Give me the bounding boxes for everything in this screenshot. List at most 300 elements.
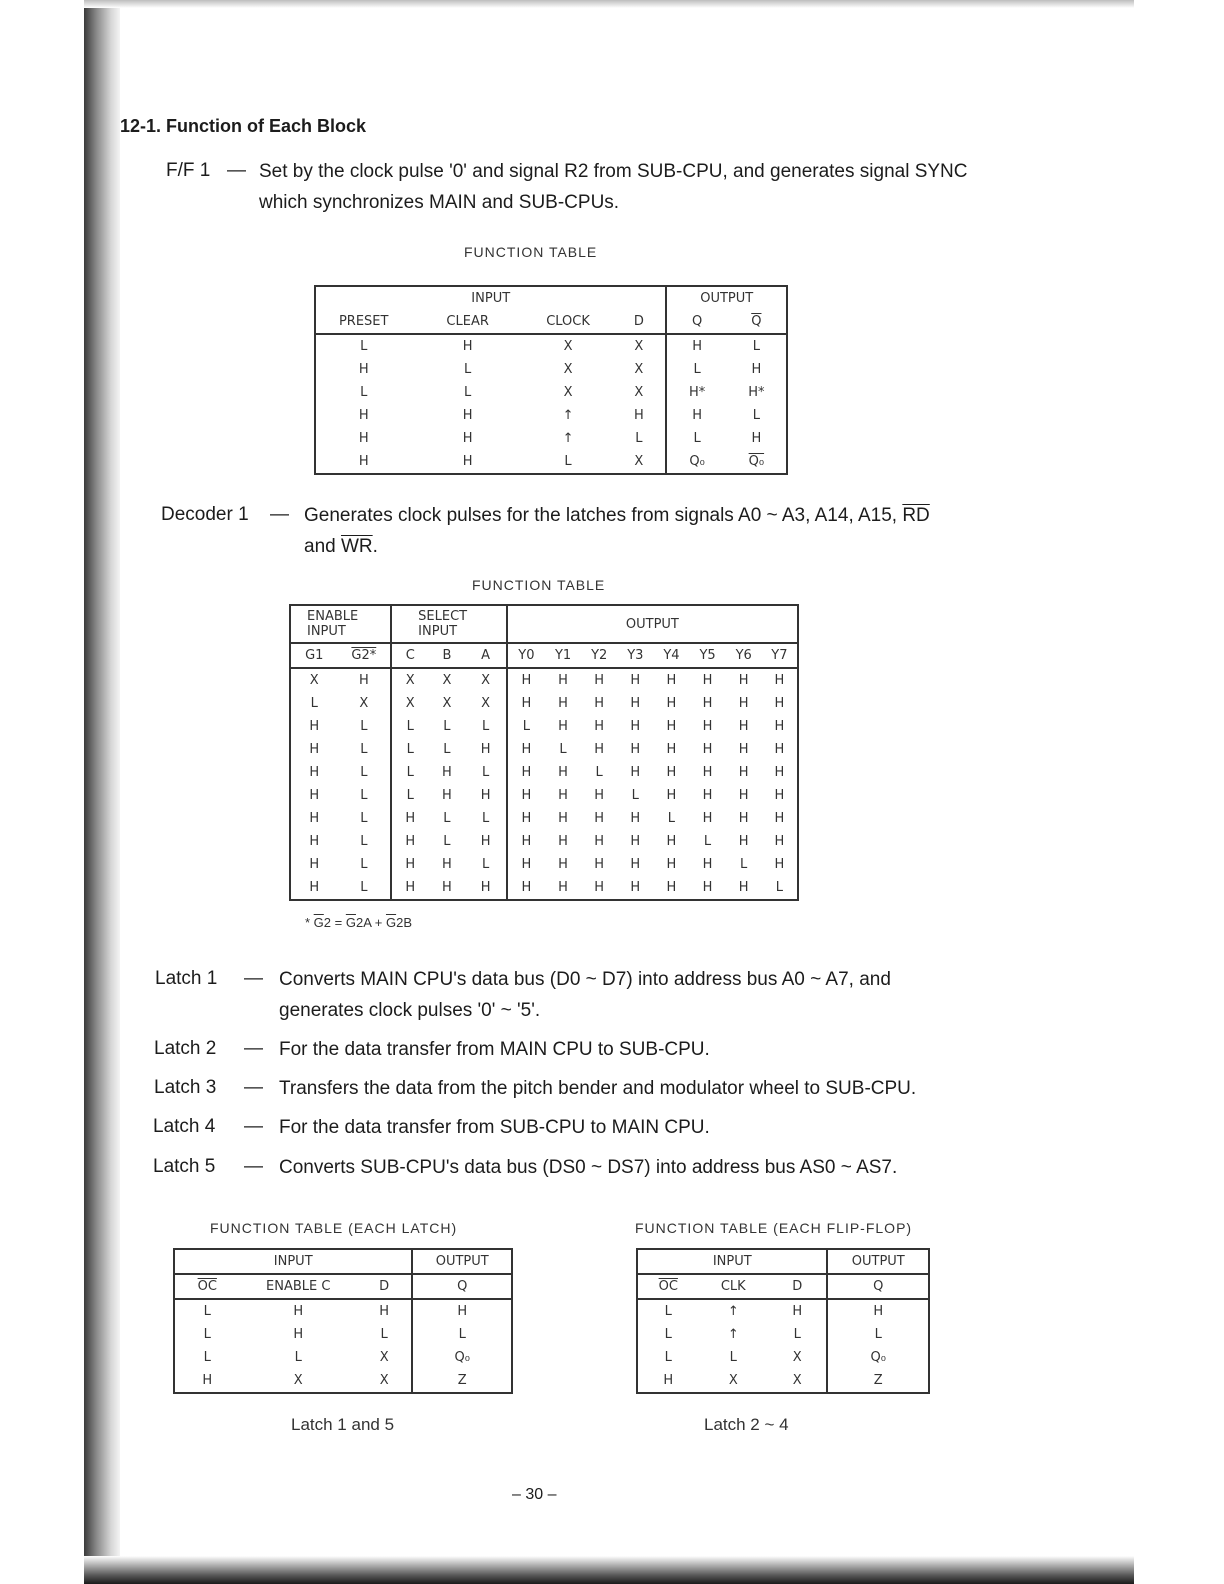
ff-col-clear: CLEAR bbox=[411, 310, 523, 334]
decoder-table-cell: H bbox=[594, 788, 605, 803]
ff1-description bbox=[259, 156, 968, 218]
decoder-table-cell: H bbox=[465, 738, 506, 761]
decoder-table-cell: L bbox=[443, 811, 451, 826]
decoder-table-cell: X bbox=[337, 692, 391, 715]
decoder-table-row bbox=[290, 853, 798, 876]
decoder-table-cell: H bbox=[309, 880, 320, 895]
decoder-table-cell: H bbox=[442, 857, 452, 872]
ff-table-cell: H bbox=[751, 362, 762, 377]
decoder-table-cell: H bbox=[465, 784, 506, 807]
decoder-table-cell: H bbox=[309, 742, 320, 757]
decoder-table-cell: L bbox=[406, 788, 414, 803]
ff-table-row bbox=[315, 334, 787, 358]
latch5-label: Latch 5 bbox=[153, 1156, 216, 1177]
decoder-table-cell: H bbox=[630, 857, 641, 872]
decoder-table-cell: L bbox=[337, 876, 391, 900]
decoder-line-1 bbox=[304, 500, 930, 531]
ff-table-cell: X bbox=[612, 334, 666, 358]
latch-table-caption: FUNCTION TABLE (EACH LATCH) bbox=[210, 1220, 458, 1236]
page-margin-right bbox=[1134, 0, 1224, 1584]
flipflop-table-row bbox=[637, 1299, 929, 1323]
ff-table-body bbox=[315, 334, 787, 474]
decoder-col-header: Y4 bbox=[653, 643, 689, 668]
flipflop-table-body bbox=[637, 1299, 929, 1393]
ff1-label: F/F 1 bbox=[166, 160, 211, 181]
decoder-table-cell: L bbox=[406, 719, 414, 734]
flipflop-table-cell: X bbox=[768, 1369, 827, 1393]
ff-table-cell: H bbox=[462, 454, 473, 469]
ff-table-cell: H bbox=[462, 431, 473, 446]
decoder-table-cell: L bbox=[775, 880, 783, 895]
latch-column-header bbox=[174, 1274, 512, 1299]
decoder-table-cell: H bbox=[774, 696, 785, 711]
decoder-table-cell: L bbox=[337, 738, 391, 761]
latch1-label: Latch 1 bbox=[155, 968, 218, 989]
latch-input-header: INPUT bbox=[174, 1249, 412, 1274]
decoder-table-row bbox=[290, 807, 798, 830]
latch2-dash: — bbox=[244, 1038, 263, 1059]
ff-table-cell: H bbox=[358, 408, 369, 423]
decoder-table-cell: H bbox=[594, 857, 605, 872]
latch3-dash: — bbox=[244, 1077, 263, 1098]
latch-table-cell: H bbox=[293, 1304, 304, 1319]
latch-table-cell: L bbox=[203, 1327, 211, 1342]
latch4-dash: — bbox=[244, 1116, 263, 1137]
ff-table-column-header bbox=[315, 310, 787, 334]
footnote-g2: $\overline{G}$ bbox=[313, 915, 324, 930]
latch2-label: Latch 2 bbox=[154, 1038, 217, 1059]
decoder-table-cell: H bbox=[405, 834, 416, 849]
flipflop-table-row bbox=[637, 1369, 929, 1393]
decoder-table-cell: X bbox=[405, 673, 415, 688]
decoder-table-cell: H bbox=[702, 857, 713, 872]
decoder-table-cell: L bbox=[310, 696, 318, 711]
latch-group-header bbox=[174, 1249, 512, 1274]
decoder-table-row bbox=[290, 830, 798, 853]
flipflop-table-cell: L bbox=[664, 1327, 672, 1342]
decoder-table-row bbox=[290, 876, 798, 900]
flipflop-table-sublabel: Latch 2 ~ 4 bbox=[704, 1415, 789, 1434]
ff-table-cell: L bbox=[564, 454, 572, 469]
ff-table-cell: X bbox=[612, 450, 666, 474]
decoder-table-cell: H bbox=[594, 742, 605, 757]
page-number: – 30 – bbox=[512, 1486, 557, 1503]
flipflop-table-cell: H bbox=[768, 1299, 827, 1323]
section-title-text: Function of Each Block bbox=[166, 116, 367, 136]
latch1-description bbox=[279, 964, 891, 1026]
latch3-description: Transfers the data from the pitch bender and modulator wheel to SUB-CPU. bbox=[279, 1078, 917, 1099]
decoder-table-cell: H bbox=[405, 857, 416, 872]
decoder-enable-header bbox=[290, 605, 391, 643]
ff-table-cell: ↑ bbox=[562, 431, 574, 446]
decoder-table-cell: X bbox=[442, 673, 452, 688]
decoder-table-cell: L bbox=[667, 811, 676, 826]
footnote-g2b: $\overline{G}$ bbox=[385, 915, 397, 930]
section-title bbox=[120, 116, 366, 137]
latch-col-oc bbox=[174, 1274, 240, 1299]
decoder-dash: — bbox=[270, 504, 289, 525]
ff-table-cell: H bbox=[358, 362, 369, 377]
decoder-table-cell: H bbox=[666, 742, 677, 757]
flipflop-col-oc-text: $\overline{OC}$ bbox=[658, 1279, 678, 1294]
decoder-table-cell: H bbox=[465, 830, 506, 853]
latch-table-row bbox=[174, 1346, 512, 1369]
decoder-table-cell: L bbox=[465, 715, 506, 738]
ff-table-cell: H bbox=[692, 339, 702, 354]
ff-table-cell: H bbox=[612, 404, 666, 427]
decoder-line-2 bbox=[304, 531, 930, 562]
decoder-table-cell: H bbox=[558, 696, 568, 711]
decoder-table-cell: L bbox=[337, 853, 391, 876]
latch-col-d: D bbox=[357, 1274, 413, 1299]
flipflop-table-row bbox=[637, 1323, 929, 1346]
latch-table-cell: X bbox=[293, 1373, 303, 1388]
decoder-function-table bbox=[289, 604, 799, 901]
page-margin-left bbox=[0, 0, 84, 1584]
decoder-table-cell: L bbox=[465, 807, 506, 830]
decoder-table-cell: H bbox=[630, 673, 641, 688]
ff-table-cell: H bbox=[462, 339, 473, 354]
ff1-dash: — bbox=[227, 160, 246, 181]
ff-table-cell bbox=[727, 450, 787, 474]
ff-table-cell: H* bbox=[748, 385, 765, 400]
decoder-line-1-text: Generates clock pulses for the latches from signals A0 ~ A3, A14, A15, bbox=[304, 505, 898, 526]
decoder-label: Decoder 1 bbox=[161, 504, 249, 525]
flipflop-column-header bbox=[637, 1274, 929, 1299]
decoder-table-cell: H bbox=[738, 811, 749, 826]
decoder-table-cell: X bbox=[465, 692, 506, 715]
decoder-col-header: Y0 bbox=[507, 643, 545, 668]
decoder-table-cell: H bbox=[666, 696, 677, 711]
decoder-table-cell: H bbox=[702, 696, 713, 711]
ff-table-cell: L bbox=[464, 362, 472, 377]
ff-table-cell: X bbox=[612, 358, 666, 381]
decoder-table-cell: H bbox=[521, 857, 532, 872]
ff-col-q: Q bbox=[666, 310, 726, 334]
decoder-table-cell: H bbox=[630, 880, 641, 895]
decoder-table-cell: H bbox=[666, 857, 677, 872]
decoder-table-cell: H bbox=[309, 811, 320, 826]
ff-table-cell: L bbox=[464, 385, 472, 400]
decoder-table-cell: H bbox=[442, 765, 452, 780]
decoder-table-cell: H bbox=[594, 880, 605, 895]
decoder-col-header: Y3 bbox=[617, 643, 653, 668]
decoder-output-header: OUTPUT bbox=[507, 605, 798, 643]
ff-col-q-bar-text: $\overline{Q}$ bbox=[751, 314, 762, 329]
flipflop-table-cell: X bbox=[768, 1346, 827, 1369]
decoder-column-header bbox=[290, 643, 798, 668]
ff-table-cell: H* bbox=[688, 385, 706, 400]
decoder-table-cell: H bbox=[774, 742, 785, 757]
decoder-enable-header-line-2: INPUT bbox=[307, 624, 346, 639]
flipflop-group-header bbox=[637, 1249, 929, 1274]
decoder-table-cell: L bbox=[443, 742, 451, 757]
decoder-table-row bbox=[290, 715, 798, 738]
decoder-col-header: G1 bbox=[290, 643, 337, 668]
ff1-line-1: Set by the clock pulse '0' and signal R2 from SUB-CPU, and generates signal SYNC bbox=[259, 161, 968, 182]
decoder-table-cell: H bbox=[442, 788, 452, 803]
latch-col-q: Q bbox=[412, 1274, 512, 1299]
decoder-col-header: B bbox=[428, 643, 465, 668]
ff-table-cell: X bbox=[563, 362, 573, 377]
decoder-table-cell: L bbox=[703, 834, 712, 849]
decoder-table-cell: H bbox=[558, 673, 568, 688]
flipflop-col-clk: CLK bbox=[699, 1274, 769, 1299]
ff-output-header: OUTPUT bbox=[700, 291, 754, 306]
decoder-table-caption: FUNCTION TABLE bbox=[472, 577, 606, 593]
decoder-table-cell: H bbox=[702, 765, 713, 780]
flipflop-table-cell: X bbox=[728, 1373, 738, 1388]
decoder-table-cell: H bbox=[521, 788, 532, 803]
latch1-line-2: generates clock pulses '0' ~ '5'. bbox=[279, 1000, 541, 1021]
ff-function-table bbox=[314, 285, 788, 475]
decoder-select-header bbox=[391, 605, 507, 643]
flipflop-table-cell: ↑ bbox=[727, 1327, 739, 1342]
latch-table-cell: L bbox=[357, 1323, 413, 1346]
ff-table-cell: L bbox=[360, 339, 368, 354]
ff-table-cell: ↑ bbox=[562, 408, 574, 423]
latch-table-sublabel: Latch 1 and 5 bbox=[291, 1415, 395, 1434]
decoder-table-cell: H bbox=[702, 880, 713, 895]
flipflop-col-oc bbox=[637, 1274, 699, 1299]
latch-table-row bbox=[174, 1369, 512, 1393]
decoder-table-cell: H bbox=[594, 811, 605, 826]
flipflop-table-cell: H bbox=[663, 1373, 674, 1388]
latch-table-cell: H bbox=[293, 1327, 304, 1342]
decoder-table-cell: H bbox=[594, 834, 605, 849]
decoder-col-header: Y6 bbox=[726, 643, 762, 668]
decoder-table-cell: H bbox=[558, 765, 568, 780]
decoder-table-cell: H bbox=[405, 811, 416, 826]
decoder-select-header-line-1: SELECT bbox=[418, 609, 468, 624]
section-number: 12-1. bbox=[120, 116, 162, 136]
flipflop-table-cell: H bbox=[873, 1304, 884, 1319]
ff-table-cell: L bbox=[612, 427, 666, 450]
decoder-description bbox=[304, 500, 930, 562]
ff-table-cell: X bbox=[563, 339, 573, 354]
decoder-table-cell: H bbox=[774, 811, 785, 826]
ff-col-q-bar bbox=[727, 310, 787, 334]
decoder-table-cell: H bbox=[630, 696, 641, 711]
decoder-table-cell: H bbox=[666, 834, 677, 849]
decoder-table-cell: H bbox=[521, 742, 532, 757]
latch-table-cell: L bbox=[203, 1350, 211, 1365]
decoder-table-cell: H bbox=[630, 765, 641, 780]
flipflop-table-cell: L bbox=[664, 1304, 672, 1319]
decoder-line-2-end: . bbox=[372, 536, 378, 557]
flipflop-table-caption: FUNCTION TABLE (EACH FLIP-FLOP) bbox=[635, 1220, 913, 1236]
decoder-table-cell: H bbox=[521, 880, 532, 895]
decoder-table-row bbox=[290, 761, 798, 784]
decoder-table-row bbox=[290, 692, 798, 715]
decoder-table-cell: L bbox=[337, 830, 391, 853]
decoder-table-cell: H bbox=[702, 788, 713, 803]
latch-table-cell: X bbox=[357, 1369, 413, 1393]
decoder-table-cell: H bbox=[738, 834, 749, 849]
decoder-table-cell: H bbox=[405, 880, 416, 895]
decoder-table-cell: H bbox=[738, 696, 749, 711]
decoder-table-cell: H bbox=[309, 857, 320, 872]
decoder-table-cell: L bbox=[465, 761, 506, 784]
ff-table-cell: H bbox=[751, 431, 762, 446]
decoder-table-cell: X bbox=[405, 696, 415, 711]
latch-table-body bbox=[174, 1299, 512, 1393]
decoder-table-cell: H bbox=[738, 742, 749, 757]
latch-table-row bbox=[174, 1299, 512, 1323]
decoder-col-header: C bbox=[391, 643, 428, 668]
ff-col-preset: PRESET bbox=[315, 310, 411, 334]
decoder-table-cell: L bbox=[740, 857, 748, 872]
latch-table-cell: H bbox=[457, 1304, 468, 1319]
decoder-table-cell: H bbox=[337, 668, 391, 692]
flipflop-table-cell: L bbox=[729, 1350, 737, 1365]
decoder-table-cell: L bbox=[337, 784, 391, 807]
decoder-table-cell: H bbox=[465, 876, 506, 900]
decoder-table-cell: L bbox=[595, 765, 603, 780]
latch1-dash: — bbox=[244, 968, 263, 989]
latch-table-cell: Z bbox=[457, 1373, 467, 1388]
ff-table-row bbox=[315, 404, 787, 427]
decoder-table-cell: L bbox=[443, 719, 451, 734]
latch-table-row bbox=[174, 1323, 512, 1346]
decoder-table-cell: X bbox=[465, 668, 506, 692]
latch-table-cell: X bbox=[357, 1346, 413, 1369]
decoder-table-cell: H bbox=[666, 880, 677, 895]
ff-table-cell: L bbox=[752, 408, 760, 423]
decoder-footnote: * $\overline{G}2 = \overline{G}2A + \overline{G}2B$ bbox=[305, 915, 412, 930]
decoder-table-cell: L bbox=[443, 834, 451, 849]
flipflop-input-header: INPUT bbox=[637, 1249, 827, 1274]
decoder-table-cell: L bbox=[337, 761, 391, 784]
latch5-description: Converts SUB-CPU's data bus (DS0 ~ DS7) into address bus AS0 ~ AS7. bbox=[279, 1157, 898, 1178]
decoder-table-row bbox=[290, 738, 798, 761]
latch-function-table bbox=[173, 1248, 513, 1394]
decoder-rd-signal: $\overline{RD}$ bbox=[902, 505, 930, 526]
decoder-col-header: Y7 bbox=[762, 643, 798, 668]
footnote-g2a: $\overline{G}$ bbox=[345, 915, 356, 930]
decoder-col-header bbox=[337, 643, 391, 668]
decoder-table-cell: H bbox=[558, 788, 568, 803]
decoder-col-header: Y1 bbox=[545, 643, 581, 668]
flipflop-table-row bbox=[637, 1346, 929, 1369]
decoder-table-cell: L bbox=[522, 719, 530, 734]
decoder-table-cell: H bbox=[738, 673, 749, 688]
flipflop-col-q: Q bbox=[827, 1274, 929, 1299]
decoder-table-cell: H bbox=[630, 811, 641, 826]
ff-table-group-header bbox=[315, 286, 787, 310]
decoder-table-cell: H bbox=[702, 719, 713, 734]
ff-table-cell: L bbox=[693, 431, 701, 446]
decoder-table-cell: H bbox=[558, 811, 568, 826]
flipflop-table-cell: Q₀ bbox=[870, 1350, 886, 1365]
latch-table-cell: L bbox=[294, 1350, 302, 1365]
decoder-table-cell: H bbox=[666, 765, 677, 780]
decoder-table-cell: H bbox=[630, 719, 641, 734]
ff-table-cell: H bbox=[358, 431, 369, 446]
decoder-table-cell: H bbox=[738, 765, 749, 780]
decoder-table-cell: H bbox=[702, 811, 713, 826]
decoder-group-header bbox=[290, 605, 798, 643]
latch-table-cell: H bbox=[202, 1373, 213, 1388]
decoder-table-cell: L bbox=[559, 742, 567, 757]
decoder-table-cell: H bbox=[309, 765, 320, 780]
decoder-table-cell: H bbox=[594, 696, 605, 711]
decoder-table-cell: H bbox=[666, 719, 677, 734]
ff-table-row bbox=[315, 381, 787, 404]
top-edge-shadow bbox=[84, 0, 1136, 8]
flipflop-col-d: D bbox=[768, 1274, 827, 1299]
ff-table-cell: X bbox=[563, 385, 573, 400]
decoder-table-cell: H bbox=[774, 788, 785, 803]
decoder-table-cell: H bbox=[594, 719, 605, 734]
decoder-table-cell: H bbox=[666, 673, 677, 688]
decoder-table-cell: H bbox=[630, 742, 641, 757]
decoder-table-cell: H bbox=[774, 673, 785, 688]
decoder-col-header: Y5 bbox=[689, 643, 725, 668]
decoder-table-cell: H bbox=[521, 696, 532, 711]
book-binding-shadow bbox=[84, 0, 120, 1584]
latch4-description: For the data transfer from SUB-CPU to MAIN CPU. bbox=[279, 1117, 710, 1138]
latch-table-cell: L bbox=[203, 1304, 211, 1319]
decoder-table-cell: H bbox=[558, 834, 568, 849]
decoder-table-cell: H bbox=[521, 765, 532, 780]
ff-table-cell: Q₀ bbox=[689, 454, 705, 469]
ff-table-cell: L bbox=[693, 362, 701, 377]
latch2-description: For the data transfer from MAIN CPU to SUB-CPU. bbox=[279, 1039, 710, 1060]
ff-table-caption: FUNCTION TABLE bbox=[464, 244, 598, 260]
decoder-table-body bbox=[290, 668, 798, 900]
decoder-table-cell: H bbox=[774, 857, 785, 872]
ff-table-cell: H bbox=[358, 454, 369, 469]
decoder-table-cell: H bbox=[558, 880, 568, 895]
ff-table-cell: H bbox=[692, 408, 702, 423]
decoder-table-cell: L bbox=[337, 807, 391, 830]
decoder-col-g2-text: G2* bbox=[351, 648, 377, 663]
flipflop-table-cell: L bbox=[874, 1327, 882, 1342]
decoder-wr-signal: $\overline{WR}$ bbox=[340, 536, 373, 557]
decoder-table-cell: H bbox=[309, 788, 320, 803]
ff-table-row bbox=[315, 450, 787, 474]
decoder-table-cell: H bbox=[521, 834, 532, 849]
decoder-table-cell: H bbox=[558, 857, 568, 872]
latch-col-enable: ENABLE C bbox=[240, 1274, 357, 1299]
flipflop-function-table bbox=[636, 1248, 930, 1394]
decoder-select-header-line-2: INPUT bbox=[418, 624, 458, 639]
decoder-table-cell: H bbox=[774, 765, 785, 780]
ff-table-cell: L bbox=[360, 385, 368, 400]
ff-col-d: D bbox=[612, 310, 666, 334]
decoder-table-cell: L bbox=[465, 853, 506, 876]
latch-table-cell: H bbox=[357, 1299, 413, 1323]
decoder-table-cell: H bbox=[442, 880, 452, 895]
latch5-dash: — bbox=[244, 1156, 263, 1177]
ff-table-row bbox=[315, 427, 787, 450]
ff-table-row bbox=[315, 358, 787, 381]
decoder-enable-header-line-1: ENABLE bbox=[307, 609, 359, 624]
decoder-table-cell: H bbox=[738, 719, 749, 734]
decoder-table-cell: L bbox=[631, 788, 639, 803]
ff-table-cell: H bbox=[462, 408, 473, 423]
flipflop-table-cell: L bbox=[664, 1350, 672, 1365]
latch3-label: Latch 3 bbox=[154, 1077, 217, 1098]
decoder-table-cell: H bbox=[774, 834, 785, 849]
decoder-table-cell: H bbox=[558, 719, 568, 734]
ff-table-cell: X bbox=[612, 381, 666, 404]
flipflop-table-cell: Z bbox=[873, 1373, 883, 1388]
latch-table-cell: Q₀ bbox=[454, 1350, 470, 1365]
latch-output-header: OUTPUT bbox=[435, 1254, 489, 1269]
decoder-table-cell: H bbox=[309, 834, 320, 849]
